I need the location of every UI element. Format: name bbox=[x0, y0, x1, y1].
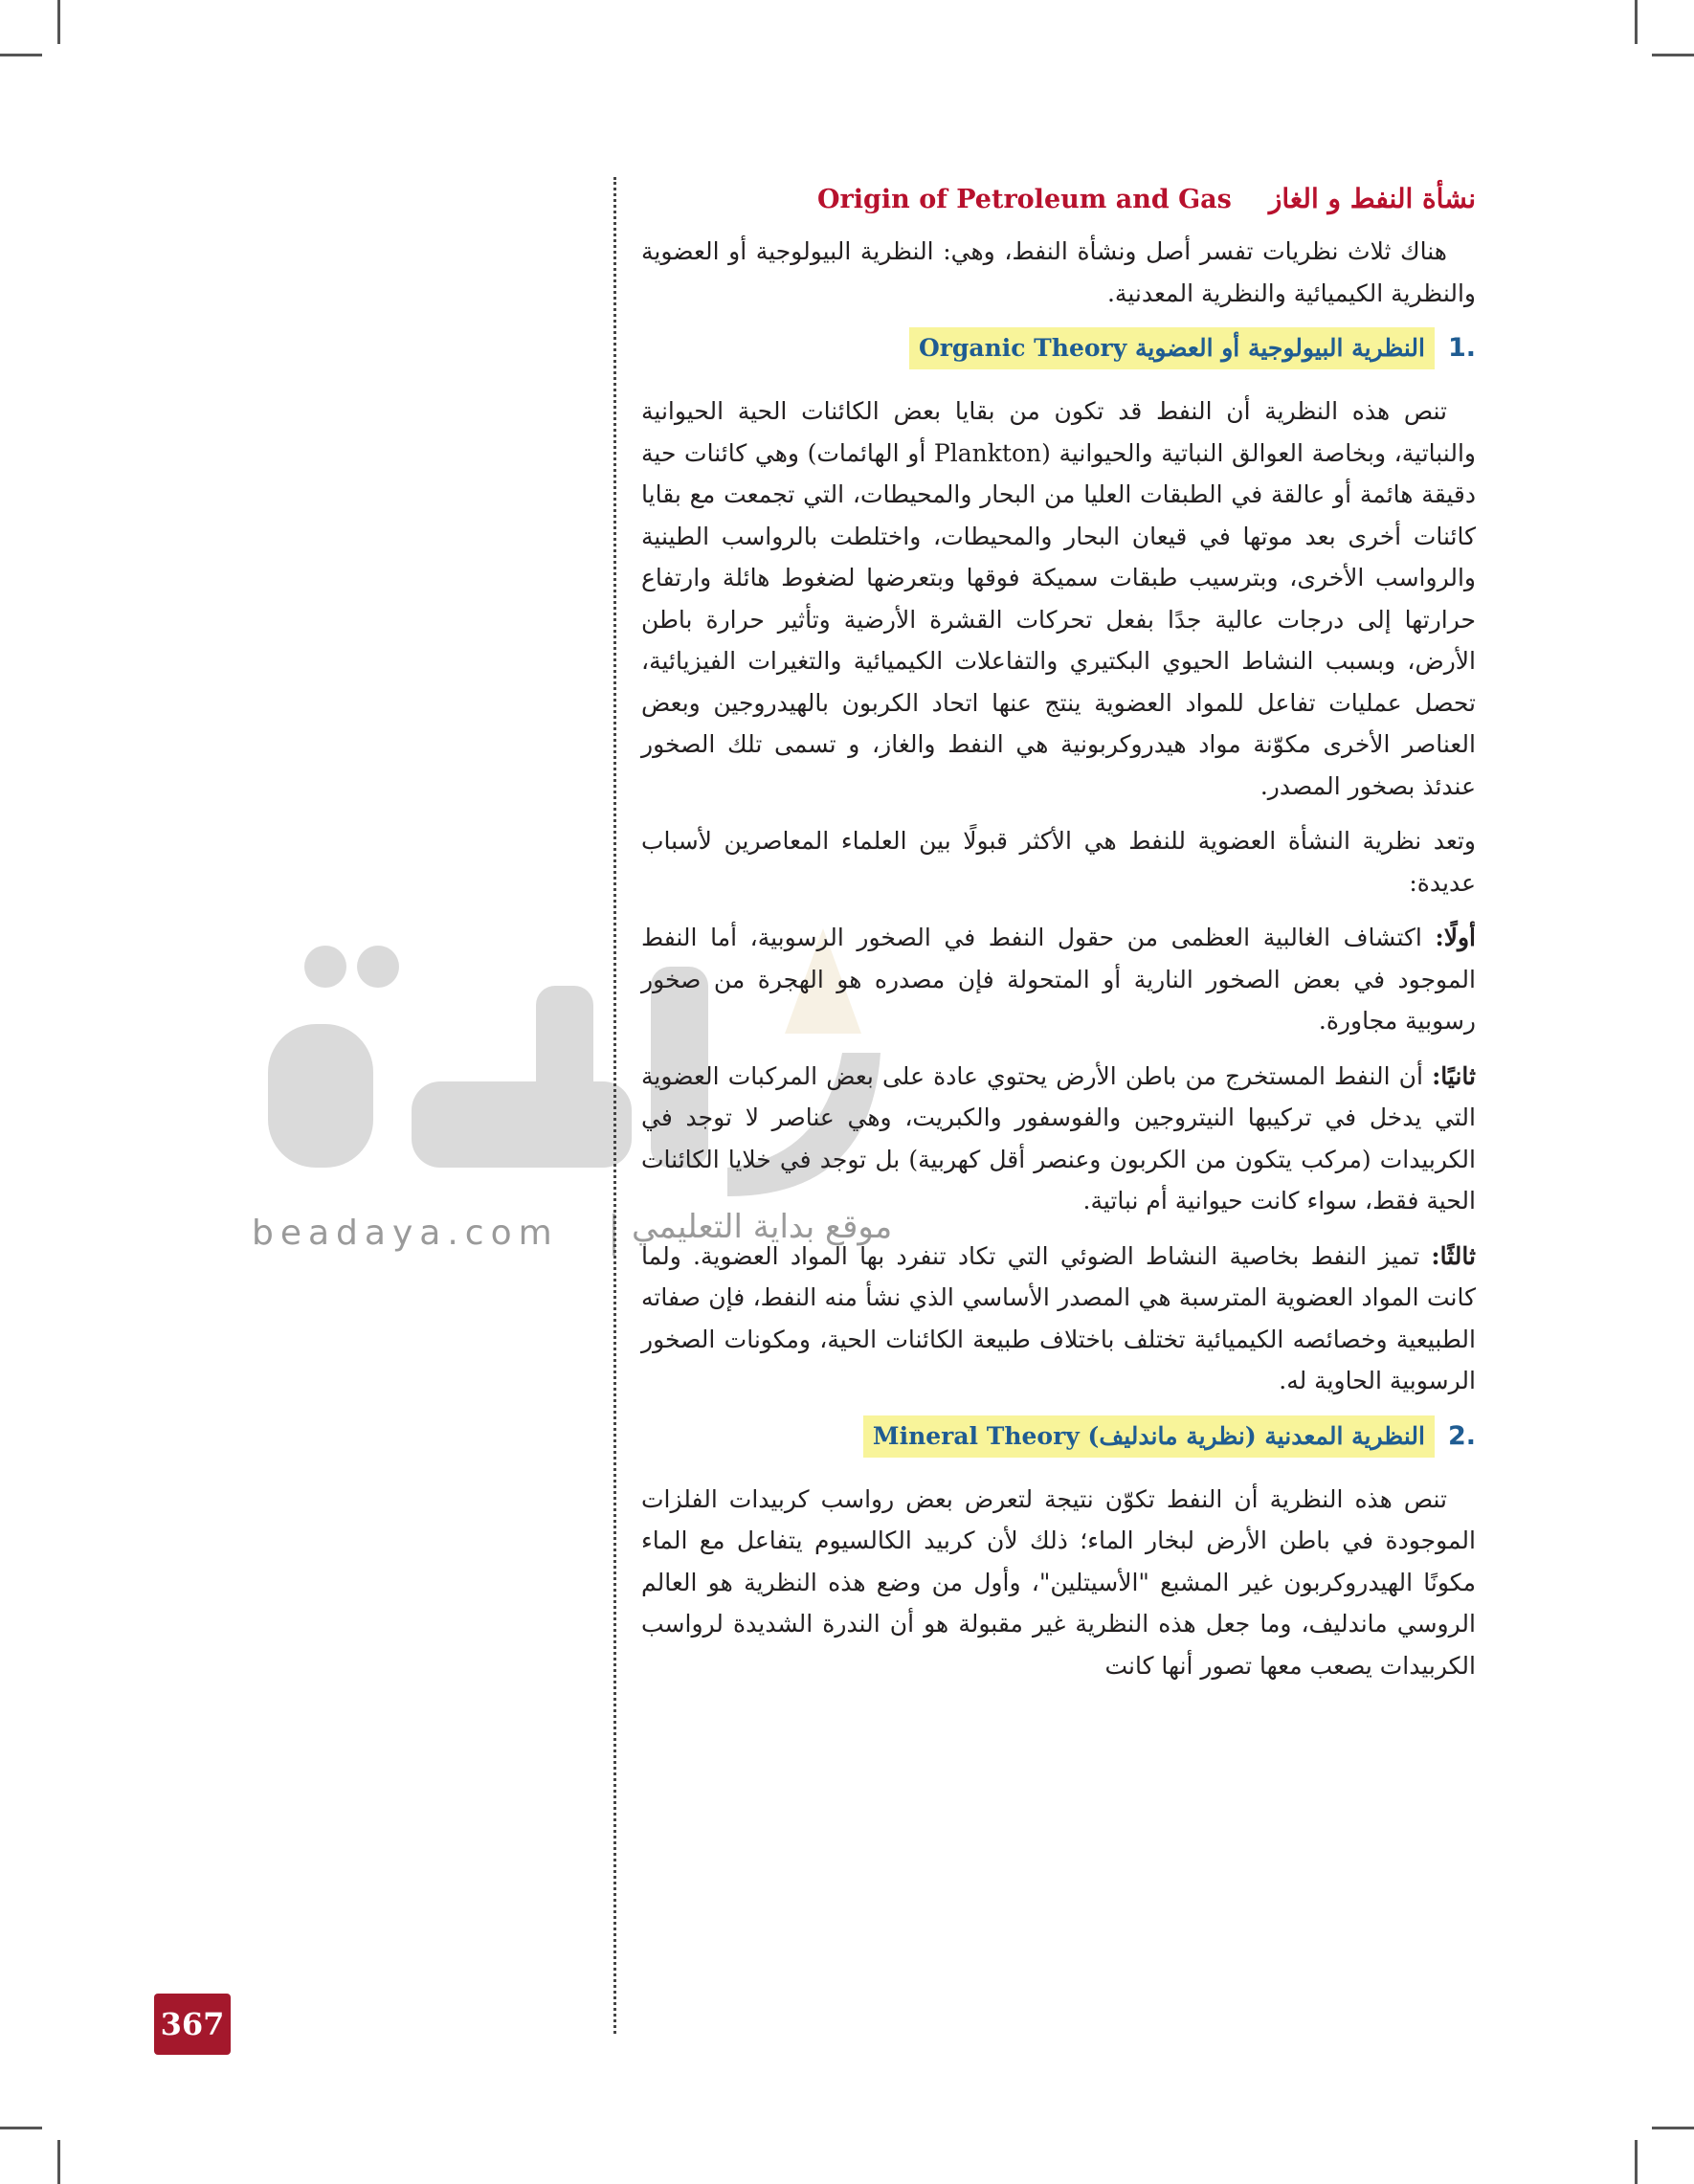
crop-mark bbox=[57, 2140, 60, 2184]
section-title-arabic: نشأة النفط و الغاز bbox=[1268, 183, 1476, 214]
reason-third bbox=[641, 1236, 1476, 1402]
crop-mark bbox=[57, 0, 60, 44]
crop-mark bbox=[1635, 0, 1638, 44]
reason-text: تميز النفط بخاصية النشاط الضوئي التي تكاد تنفرد بها المواد العضوية. ولما كانت المواد العضوية المترسبة هي المصدر الأساسي الذي نشأ منه النفط، فإن صفاته الطبيعية وخصائصه الكيميائية تختلف باختلاف طبيعة الكائنات الحية، ومكونات الصخور الرسوبية الحاوية له. bbox=[641, 1241, 1476, 1394]
section-title bbox=[641, 170, 1476, 229]
reason-text: أن النفط المستخرج من باطن الأرض يحتوي عادة على بعض المركبات العضوية التي يدخل في تركيبها النيتروجين والفوسفور والكبريت، وهي عناصر لا توجد في الكربيدات (مركب يتكون من الكربون وعنصر أقل كهربية) بل توجد في خلايا الكائنات الحية فقط، سواء كانت حيوانية أم نباتية. bbox=[641, 1061, 1476, 1215]
heading-arabic: النظرية البيولوجية أو العضوية bbox=[1134, 334, 1425, 362]
organic-paragraph: تنص هذه النظرية أن النفط قد تكون من بقايا بعض الكائنات الحية الحيوانية والنباتية، وبخاصة العوالق النباتية والحيوانية (Plankton أو الهائمات) وهي كائنات حية دقيقة هائمة أو عالقة في الطبقات العليا من البحار والمحيطات، التي تجمعت مع بقايا كائنات أخرى بعد موتها في قيعان البحار والمحيطات، واختلطت بالرواسب الطينية والرواسب الأخرى، وبترسيب طبقات سميكة فوقها وبتعرضها لضغوط هائلة وارتفاع حرارتها إلى درجات عالية جدًا بفعل تحركات القشرة الأرضية وتأثير حرارة باطن الأرض، وبسبب النشاط الحيوي البكتيري والتفاعلات الكيميائية والتغيرات الفيزيائية، تحصل عمليات تفاعل للمواد العضوية ينتج عنها اتحاد الكربون بالهيدروجين وبعض العناصر الأخرى مكوّنة مواد هيدروكربونية هي النفط والغاز، و تسمى تلك الصخور عندئذ بصخور المصدر. bbox=[641, 397, 1476, 800]
heading-organic-theory bbox=[641, 327, 1476, 369]
section-title-english: Origin of Petroleum and Gas bbox=[817, 185, 1232, 214]
reason-lead: أولًا: bbox=[1435, 924, 1476, 951]
mineral-paragraph: تنص هذه النظرية أن النفط تكوّن نتيجة لتعرض بعض رواسب كربيدات الفلزات الموجودة في باطن الأرض لبخار الماء؛ ذلك لأن كربيد الكالسيوم يتفاعل مع الماء مكونًا الهيدروكربون غير المشبع "الأسيتلين"، وأول من وضع هذه النظرية هو العالم الروسي ماندليف، وما جعل هذه النظرية غير مقبولة هو أن الندرة الشديدة لرواسب الكربيدات يصعب معها تصور أنها كانت bbox=[641, 1484, 1476, 1680]
heading-english: Organic Theory bbox=[918, 334, 1127, 362]
reason-lead: ثانيًا: bbox=[1432, 1061, 1476, 1090]
watermark-arabic: موقع بداية التعليمي bbox=[632, 1208, 893, 1246]
heading-mineral-theory bbox=[641, 1415, 1476, 1458]
heading-english: Mineral Theory bbox=[872, 1421, 1080, 1450]
main-content bbox=[641, 170, 1476, 1700]
heading-arabic: النظرية المعدنية (نظرية ماندليف) bbox=[1087, 1421, 1425, 1450]
reason-second bbox=[641, 1056, 1476, 1222]
reason-lead: ثالثًا: bbox=[1431, 1241, 1476, 1270]
crop-mark bbox=[0, 2127, 42, 2129]
acceptance-paragraph: وتعد نظرية النشأة العضوية للنفط هي الأكثر قبولًا بين العلماء المعاصرين لأسباب عديدة: bbox=[641, 827, 1476, 897]
heading-number: .1 bbox=[1447, 333, 1476, 364]
crop-mark bbox=[1652, 54, 1694, 56]
intro-paragraph: هناك ثلاث نظريات تفسر أصل ونشأة النفط، وهي: النظرية البيولوجية أو العضوية والنظرية الكيميائية والنظرية المعدنية. bbox=[641, 237, 1476, 307]
crop-mark bbox=[1635, 2140, 1638, 2184]
crop-mark bbox=[1652, 2127, 1694, 2129]
page-number-badge: 367 bbox=[154, 1994, 231, 2055]
heading-number: .2 bbox=[1447, 1420, 1476, 1451]
heading-highlight bbox=[909, 327, 1435, 369]
crop-mark bbox=[0, 54, 42, 56]
reason-first bbox=[641, 917, 1476, 1042]
heading-highlight bbox=[863, 1415, 1435, 1458]
dotted-column-rule bbox=[613, 177, 616, 2034]
reason-text: اكتشاف الغالبية العظمى من حقول النفط في الصخور الرسوبية، أما النفط الموجود في بعض الصخور النارية أو المتحولة فإن مصدره هو الهجرة من صخور رسوبية مجاورة. bbox=[641, 924, 1476, 1035]
watermark-latin: beadaya.com bbox=[252, 1214, 559, 1253]
